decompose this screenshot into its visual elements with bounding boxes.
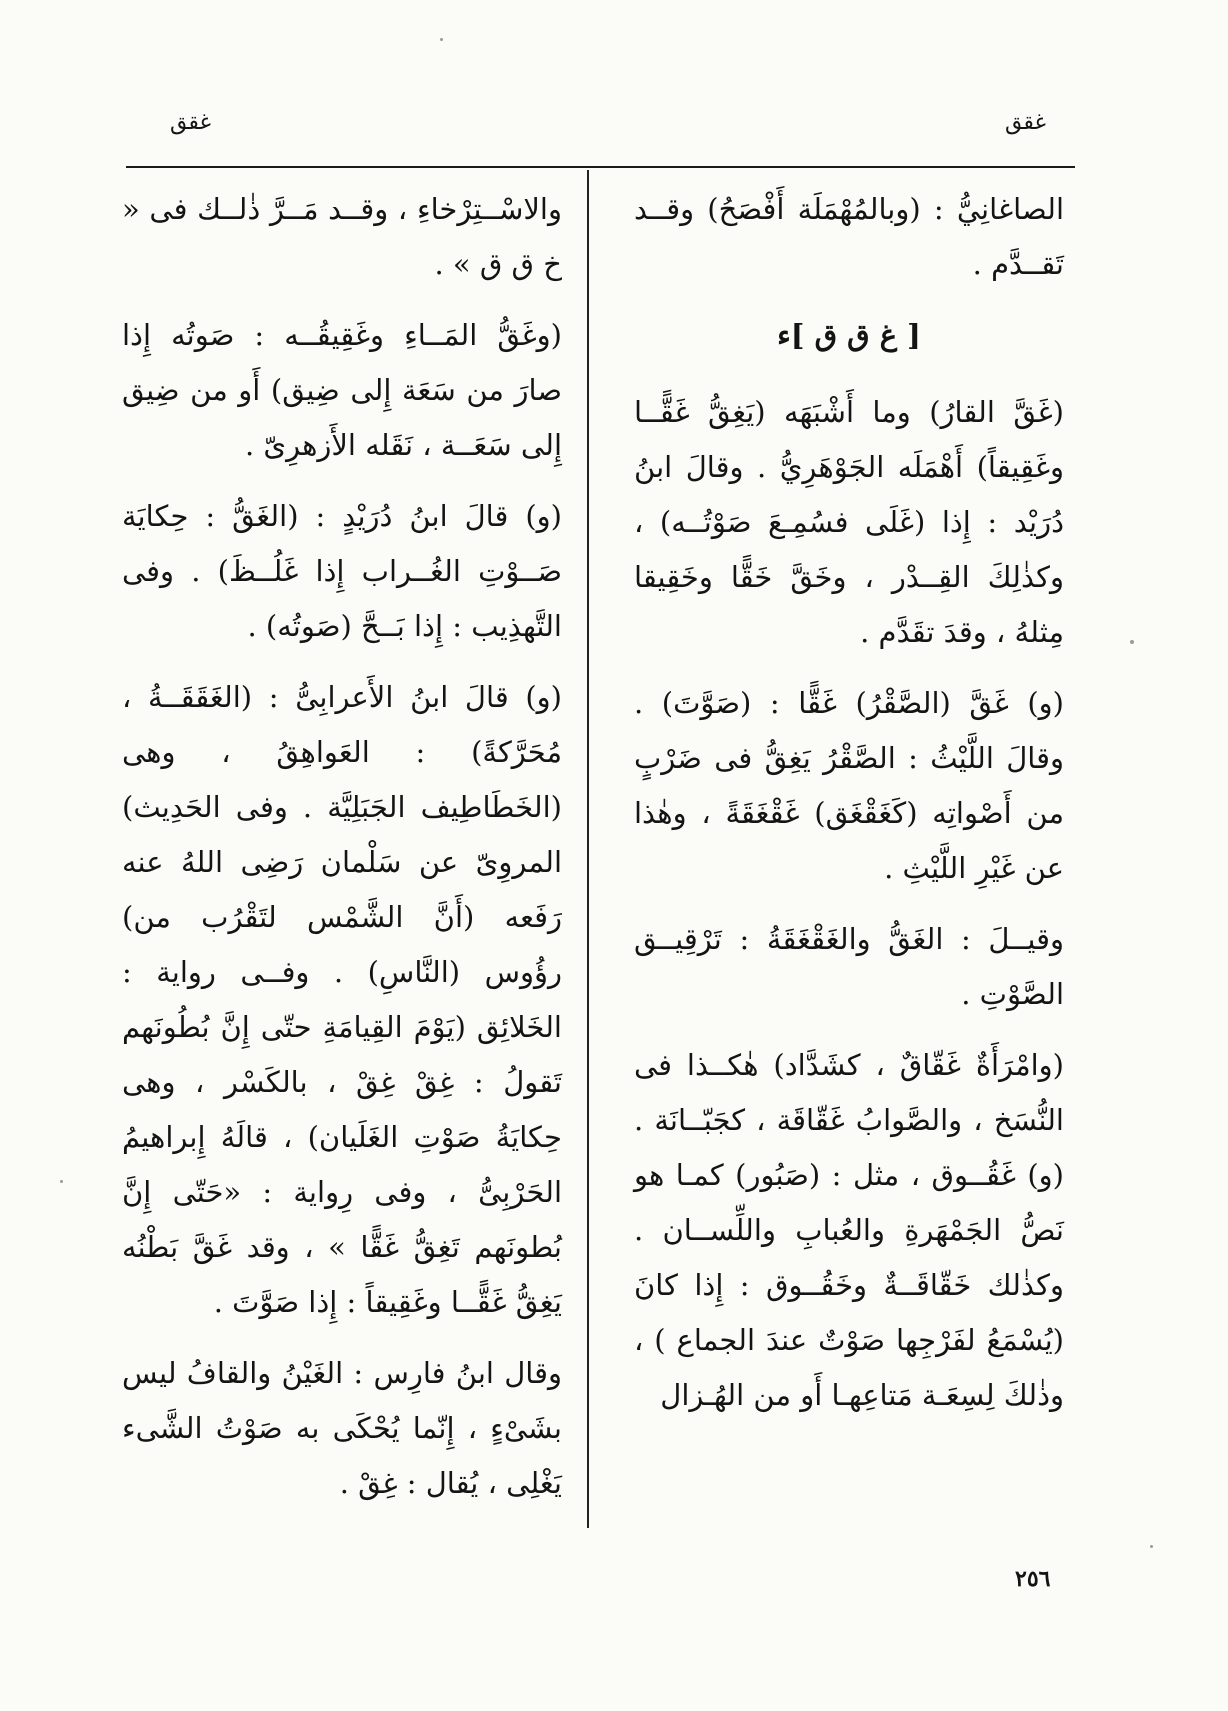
scan-speck [1150,1545,1153,1548]
page-number: ٢٥٦ [1015,1566,1051,1592]
paragraph: وقيــلَ : الغَقُّ والغَقْغَقَةُ : تَرْقِيــق الصَّوْتِ . [634,922,1064,1011]
header-entry-word-left: غقق [170,110,211,135]
paragraph: الصاغانِيُّ : (وبالمُهْمَلَة أَفْصَحُ) وقــد تَقــدَّم . [634,192,1064,281]
scan-speck [440,38,443,41]
paragraph: (و) قالَ ابنُ الأَعرابِىُّ : (الغَقَقَــةُ ، مُحَرَّكةً) : العَواهِقُ ، وهى (الخَطَاطِيف الجَبَلِيَّة . وفى الحَدِيث) المروِىّ عن سَلْمان رَضِى اللهُ عنه رَفَعه (أَنَّ الشَّمْس لتَقْرُب من) رؤُوس (النَّاسِ) . وفــى رواية : الخَلائِق (يَوْمَ القِيامَةِ حتّى إِنَّ بُطُونَهم تَقولُ : غِقْ غِقْ ، بالكَسْر ، وهى حِكايَةُ صَوْتِ الغَلَيان) ، قالَهُ إِبراهيمُ الحَرْبِىُّ ، وفى رِواية : «حَتّى إِنَّ بُطونَهم تَغِقُّ غَقًّا » ، وقد غَقَّ بَطْنُه يَغِقُّ غَقًّــا وغَقِيقاً : إِذا صَوَّتَ . [122,680,562,1319]
paragraph: (غَقَّ القارُ) وما أَشْبَهَه (يَغِقُّ غَقًّــا وغَقِيقاً) أَهْمَلَه الجَوْهَرِيُّ . وقالَ ابنُ دُرَيْد : إِذا (غَلَى فسُمِـعَ صَوْتُــه) ، وكذٰلِكَ القِــدْر ، وخَقَّ خَقًّا وخَقِيقا مِثلهُ ، وقدَ تقَدَّم . [634,395,1064,649]
header-entry-word-right: غقق [1005,110,1046,135]
paragraph: والاسْــتِرْخاءِ ، وقــد مَــرَّ ذٰلــك فى « خ ق ق » . [122,192,562,281]
scan-speck [1130,640,1134,644]
paragraph: وقال ابنُ فارِس : الغَيْنُ والقافُ ليس بشَىْءٍ ، إِنّما يُحْكَى به صَوْتُ الشَّىء يَغْلِى ، يُقال : غِقْ . [122,1356,562,1500]
right-column [634,182,1064,1439]
scan-speck [60,1180,63,1183]
column-divider [587,170,589,1528]
left-column [122,182,562,1527]
header-rule [126,166,1075,168]
paragraph: (وامْرَأَةٌ غَقّاقٌ ، كشَدَّاد) هٰكــذا فى النُّسَخ ، والصَّوابُ غَقّاقَة ، كجَبّــانَة . (و) غَقُــوق ، مثل : (صَبُور) كمـا هو نَصُّ الجَمْهَرةِ والعُبابِ واللِّســان . وكذٰلك خَقّاقَــةٌ وخَقُــوق : إِذا كانَ (يُسْمَعُ لفَرْجِها صَوْتٌ عندَ الجماع ) ، وذٰلكَ لِسِعَـة مَتاعِهـا أَو من الهُـزال [634,1048,1064,1412]
paragraph: (و) غَقَّ (الصَّقْرُ) غَقًّا : (صَوَّتَ) . وقالَ اللَّيْثُ : الصَّقْرُ يَغِقُّ فى ضَرْبٍ من أَصْواتِه (كَغَقْغَق) غَقْغَقَةً ، وهٰذا عن غَيْرِ اللَّيْثِ . [634,686,1064,885]
paragraph: (وغَقُّ المَــاءِ وغَقِيقُــه : صَوتُه إِذا صارَ من سَعَة إِلى ضِيق) أَو من ضِيق إِلى سَعَــة ، نَقَله الأَزهرِىّ . [122,318,562,462]
entry-heading: [ غ ق ق ]ء [777,318,921,352]
paragraph: (و) قالَ ابنُ دُرَيْدٍ : (الغَقُّ : حِكايَة صَــوْتِ الغُــراب إِذا غَلُــظَ) . وفى التَّهذِيب : إِذا بَــحَّ (صَوتُه) . [122,499,562,643]
